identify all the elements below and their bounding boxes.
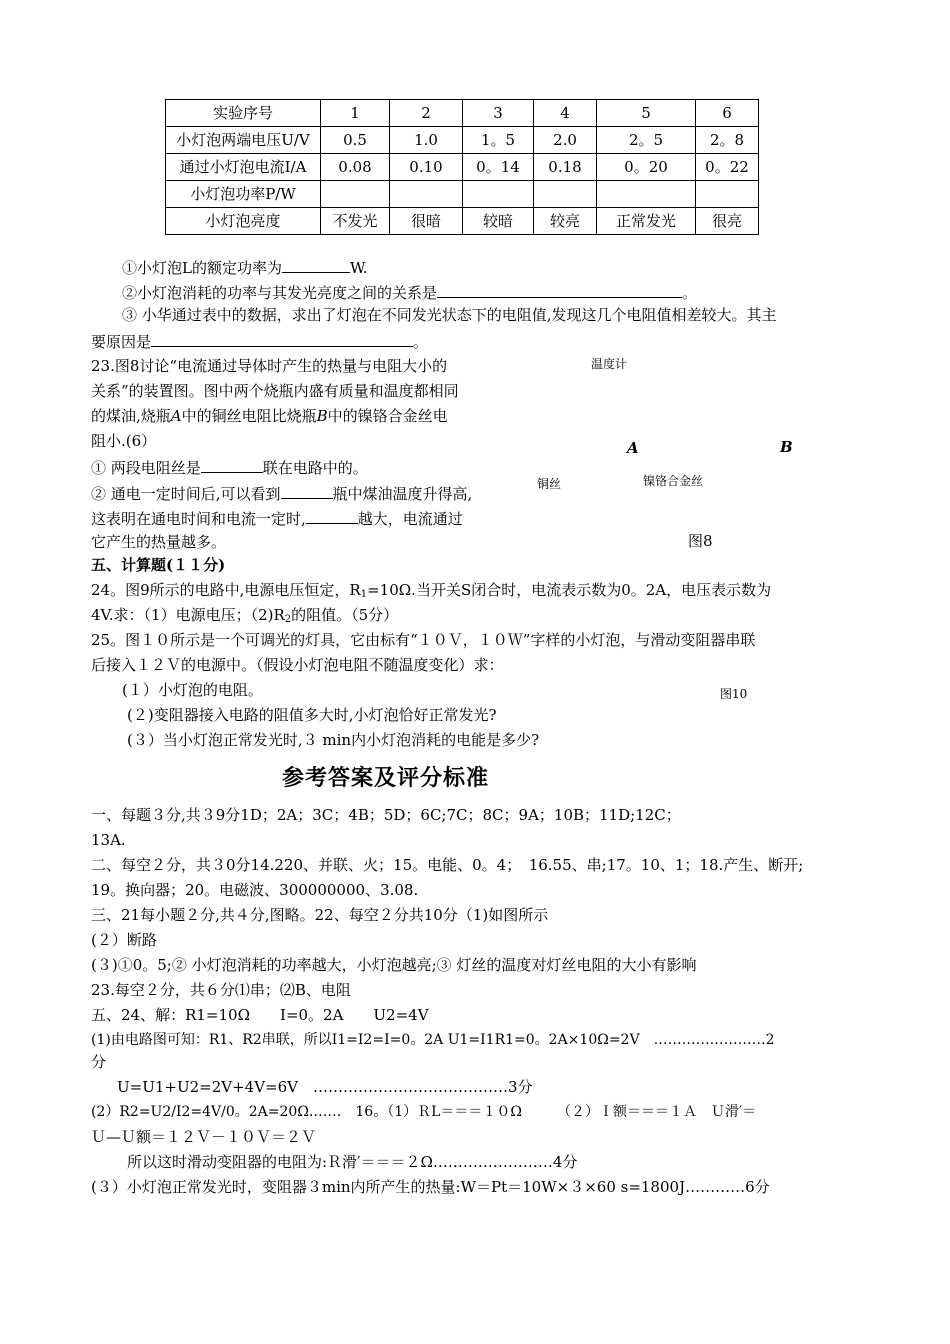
q22-text: ①小灯泡L的额定功率为 [122,259,282,277]
q25-part3: (３）当小灯泡正常发光时,３ min内小灯泡消耗的电能是多少? [127,731,540,749]
answer-blank [306,507,358,524]
flask-b-ref: B [316,407,328,425]
answer-line: 一、每题３分,共３9分1D；2A；3C；4B；5D；6C;7C；8C；9A；10B；11D;12C； [91,806,681,824]
table-header: 1 [321,100,390,127]
q23-line3 [91,406,448,426]
q23-text: 这表明在通电时间和电流一定时, [91,510,306,528]
table-cell: 较亮 [534,208,597,235]
q22-text: 。 [682,284,698,302]
table-cell: 2。8 [696,127,759,154]
answer-line: 19。换向器；20。电磁波、300000000、3.08. [91,881,419,899]
table-header-row [166,100,759,127]
q22-text: 。 [413,333,429,351]
answers-title: 参考答案及评分标准 [282,765,490,791]
table-cell: 0.10 [390,154,463,181]
q25-line1: 25。图１０所示是一个可调光的灯具，它由标有“１０Ｖ，１０Ｗ”字样的小灯泡，与滑动变阻器串联 [91,631,756,649]
q22-text: 要原因是 [91,333,152,351]
flask-b-label: B [780,438,793,456]
row-label: 小灯泡功率P/W [166,181,321,208]
subscript: 2 [284,614,292,625]
table-cell [696,181,759,208]
table-header: 5 [597,100,696,127]
answer-blank [151,330,413,347]
answer-line: 五、24、解：R1=10Ω I=0。2A U2=4V [91,1006,429,1024]
q24-line2 [91,605,398,630]
experiment-table [165,99,759,235]
q22-line3: ③ 小华通过表中的数据，求出了灯泡在不同发光状态下的电阻值,发现这几个电阻值相差较大。其主 [122,306,777,324]
figure8-caption: 图8 [688,532,713,550]
answer-blank [201,456,263,473]
answer-line: 所以这时滑动变阻器的电阻为:Ｒ滑′＝＝＝２Ω……………………4分 [127,1153,578,1171]
q22-text: ②小灯泡消耗的功率与其发光亮度之间的关系是 [122,284,438,302]
q24-text: 24。图9所示的电路中,电源电压恒定，R [91,581,361,599]
row-label: 小灯泡两端电压U/V [166,127,321,154]
answer-line: 13A. [91,831,126,849]
q23-line7 [91,507,463,529]
table-header: 4 [534,100,597,127]
q23-text: ① 两段电阻丝是 [91,459,201,477]
table-cell: 不发光 [321,208,390,235]
table-row [166,154,759,181]
q23-line5 [91,456,368,478]
answer-line: (３)①0。5;② 小灯泡消耗的功率越大，小灯泡越亮;③ 灯丝的温度对灯丝电阻的大小有影响 [91,956,697,974]
answer-blank [281,482,333,499]
q22-line2 [122,281,697,303]
row-label: 通过小灯泡电流I/A [166,154,321,181]
q24-line1 [91,580,771,605]
table-header: 3 [463,100,534,127]
copper-wire-label: 铜丝 [537,477,562,491]
table-cell: 1.0 [390,127,463,154]
table-cell: 2.0 [534,127,597,154]
q23-line1: 23.图8讨论“电流通过导体时产生的热量与电阻大小的 [91,357,448,375]
answer-blank [282,256,350,273]
q24-text: 4V.求：（1）电源电压；（2)R [91,606,285,624]
table-cell: 0。22 [696,154,759,181]
q22-line4 [91,330,428,352]
q23-text: 的煤油,烧瓶 [91,407,171,425]
answer-line: (2）R2=U2/I2=4V/0。2A=20Ω.…… 16。（1）ＲL＝＝＝１０Ω （２）Ｉ额＝＝＝１Ａ Ｕ滑′＝ [91,1104,757,1120]
q25-line2: 后接入１２Ｖ的电源中。（假设小灯泡电阻不随温度变化）求： [91,656,504,674]
table-cell [321,181,390,208]
answer-line: (３）小灯泡正常发光时，变阻器３min内所产生的热量:W＝Pt＝10W×３×60 s=1800J…………6分 [91,1178,770,1196]
table-cell [597,181,696,208]
table-header: 实验序号 [166,100,321,127]
q23-text: 越大，电流通过 [357,510,463,528]
q23-line4: 阻小.(6） [91,432,157,450]
answer-line: 二、每空２分，共３0分14.220、并联、火；15。电能、0。4； 16.55、串;17。10、1；18.产生、断开; [91,856,804,874]
q23-text: 中的镍铬合金丝电 [327,407,448,425]
q23-line6 [91,482,472,504]
table-cell: 0.5 [321,127,390,154]
table-header: 2 [390,100,463,127]
flask-a-label: A [627,439,639,457]
answer-line: 分 [91,1053,107,1071]
q23-text: 瓶中煤油温度升得高, [332,485,473,503]
q23-line2: 关系”的装置图。图中两个烧瓶内盛有质量和温度都相同 [91,382,459,400]
q22-text: W. [349,259,368,277]
table-cell: 较暗 [463,208,534,235]
thermometer-label: 温度计 [591,357,628,371]
subscript: 1 [360,589,368,600]
table-cell: 0。20 [597,154,696,181]
table-cell: 很暗 [390,208,463,235]
answer-line: Ｕ—Ｕ额＝１２Ｖ－１０Ｖ＝２Ｖ [91,1128,317,1146]
q23-text: 联在电路中的。 [262,459,368,477]
table-cell: 0.08 [321,154,390,181]
answer-line: 三、21每小题２分,共４分,图略。22、每空２分共10分（1)如图所示 [91,906,549,924]
q25-part1: (１）小灯泡的电阻。 [122,681,263,699]
q24-text: =10Ω.当开关S闭合时，电流表示数为0。2A，电压表示数为 [367,581,772,599]
table-row [166,208,759,235]
section5-title: 五、计算题(１１分) [91,556,226,574]
table-cell: 2。5 [597,127,696,154]
answer-line: U=U1+U2=2V+4V=6V …………………………………3分 [117,1078,533,1096]
row-label: 小灯泡亮度 [166,208,321,235]
figure10-caption: 图10 [720,687,748,701]
table-cell: 1。5 [463,127,534,154]
table-row [166,127,759,154]
nichrome-wire-label: 镍铬合金丝 [643,474,704,488]
table-header: 6 [696,100,759,127]
q23-text: 中的铜丝电阻比烧瓶 [181,407,317,425]
q24-text: 的阻值。（5分） [291,606,399,624]
q23-text: ② 通电一定时间后,可以看到 [91,485,281,503]
answer-line: 23.每空２分，共６分⑴串；⑵B、电阻 [91,981,351,999]
q25-part2: (２)变阻器接入电路的阻值多大时,小灯泡恰好正常发光? [127,706,497,724]
q22-line1 [122,256,368,278]
table-cell [534,181,597,208]
q23-line8: 它产生的热量越多。 [91,533,227,551]
table-cell: 正常发光 [597,208,696,235]
table-cell [463,181,534,208]
table-cell [390,181,463,208]
answer-blank [437,281,682,298]
flask-a-ref: A [170,407,182,425]
table-cell: 0.18 [534,154,597,181]
answer-line: (1)由电路图可知：R1、R2串联，所以I1=I2=I=0。2A U1=I1R1=0。2A×10Ω=2V ……………………2 [91,1032,775,1048]
table-cell: 很亮 [696,208,759,235]
table-row [166,181,759,208]
answer-line: (２）断路 [91,931,157,949]
table-cell: 0。14 [463,154,534,181]
